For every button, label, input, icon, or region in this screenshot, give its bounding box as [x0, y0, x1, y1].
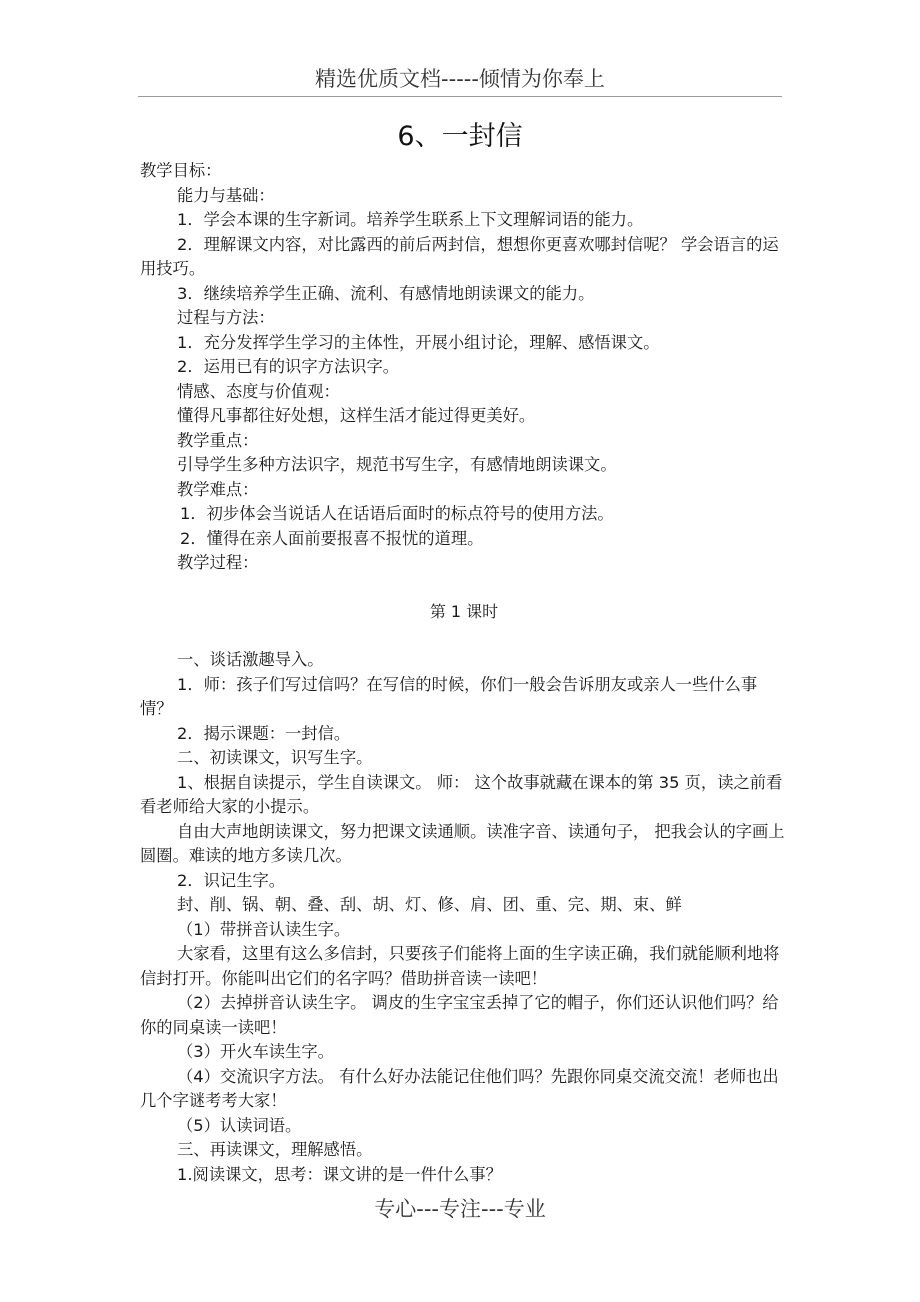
- paragraph: 1、根据自读提示，学生自读课文。 师： 这个故事就藏在课本的第 35 页，读之前看看老师给大家的小提示。: [140, 772, 783, 816]
- key-points-heading: 教学重点：: [177, 430, 259, 450]
- section-heading: 一、谈话激趣导入。: [177, 650, 324, 669]
- document-body: [140, 159, 788, 1187]
- key-points-text: 引导学生多种方法识字，规范书写生字，有感情地朗读课文。: [177, 455, 617, 474]
- paragraph: 2．揭示课题：一封信。: [177, 723, 351, 743]
- paragraph: （2）去掉拼音认读生字。 调皮的生字宝宝丢掉了它的帽子，你们还认识他们吗？给你的同桌读一读吧！: [140, 993, 779, 1037]
- lesson-label: 第 1 课时: [429, 601, 499, 621]
- page-header: 精选优质文档-----倾情为你奉上: [138, 64, 782, 97]
- paragraph: 1．师：孩子们写过信吗？在写信的时候，你们一般会告诉朋友或亲人一些什么事情？: [140, 674, 758, 718]
- paragraph: （5）认读词语。: [177, 1115, 302, 1135]
- paragraph: 大家看，这里有这么多信封，只要孩子们能将上面的生字读正确，我们就能顺利地将信封打开。你能叫出它们的名字吗？借助拼音读一读吧！: [140, 944, 780, 988]
- process-method-heading: 过程与方法：: [177, 308, 275, 327]
- process-item: 2．运用已有的识字方法识字。: [177, 357, 400, 376]
- paragraph: （4）交流识字方法。 有什么好办法能记住他们吗？先跟你同桌交流交流！老师也出几个字谜考考大家！: [140, 1066, 779, 1110]
- emotion-text: 懂得凡事都往好处想，这样生活才能过得更美好。: [177, 406, 536, 425]
- section-heading: 三、再读课文，理解感悟。: [177, 1140, 373, 1159]
- paragraph: （1）带拼音认读生字。: [177, 919, 351, 939]
- paragraph: 1.阅读课文，思考：课文讲的是一件什么事？: [177, 1164, 502, 1184]
- teaching-process-heading: 教学过程：: [177, 553, 259, 572]
- objectives-heading: 教学目标：: [140, 161, 222, 180]
- page-footer: 专心---专注---专业: [374, 1197, 546, 1221]
- paragraph: （3）开火车读生字。: [177, 1042, 334, 1061]
- ability-item: 3．继续培养学生正确、流利、有感情地朗读课文的能力。: [177, 283, 595, 303]
- ability-item: 1．学会本课的生字新词。培养学生联系上下文理解词语的能力。: [177, 210, 644, 229]
- ability-heading: 能力与基础：: [177, 185, 275, 205]
- difficulty-item: 1．初步体会当说话人在话语后面时的标点符号的使用方法。: [180, 504, 614, 523]
- emotion-heading: 情感、态度与价值观：: [177, 381, 340, 401]
- difficulty-item: 2．懂得在亲人面前要报喜不报忧的道理。: [180, 528, 484, 548]
- character-list: 封、削、锅、朝、叠、刮、胡、灯、修、肩、团、重、完、期、束、鲜: [177, 895, 682, 914]
- section-heading: 二、初读课文，识写生字。: [177, 748, 373, 767]
- process-item: 1．充分发挥学生学习的主体性，开展小组讨论，理解、感悟课文。: [177, 332, 660, 352]
- document-title: 6、一封信: [397, 121, 523, 152]
- ability-item: 2．理解课文内容，对比露西的前后两封信，想想你更喜欢哪封信呢？ 学会语言的运用技巧。: [140, 234, 779, 278]
- difficulties-heading: 教学难点：: [177, 479, 259, 499]
- paragraph: 2．识记生字。: [177, 870, 286, 890]
- paragraph: 自由大声地朗读课文，努力把课文读通顺。读准字音、读通句子， 把我会认的字画上圆圈。难读的地方多读几次。: [140, 821, 785, 865]
